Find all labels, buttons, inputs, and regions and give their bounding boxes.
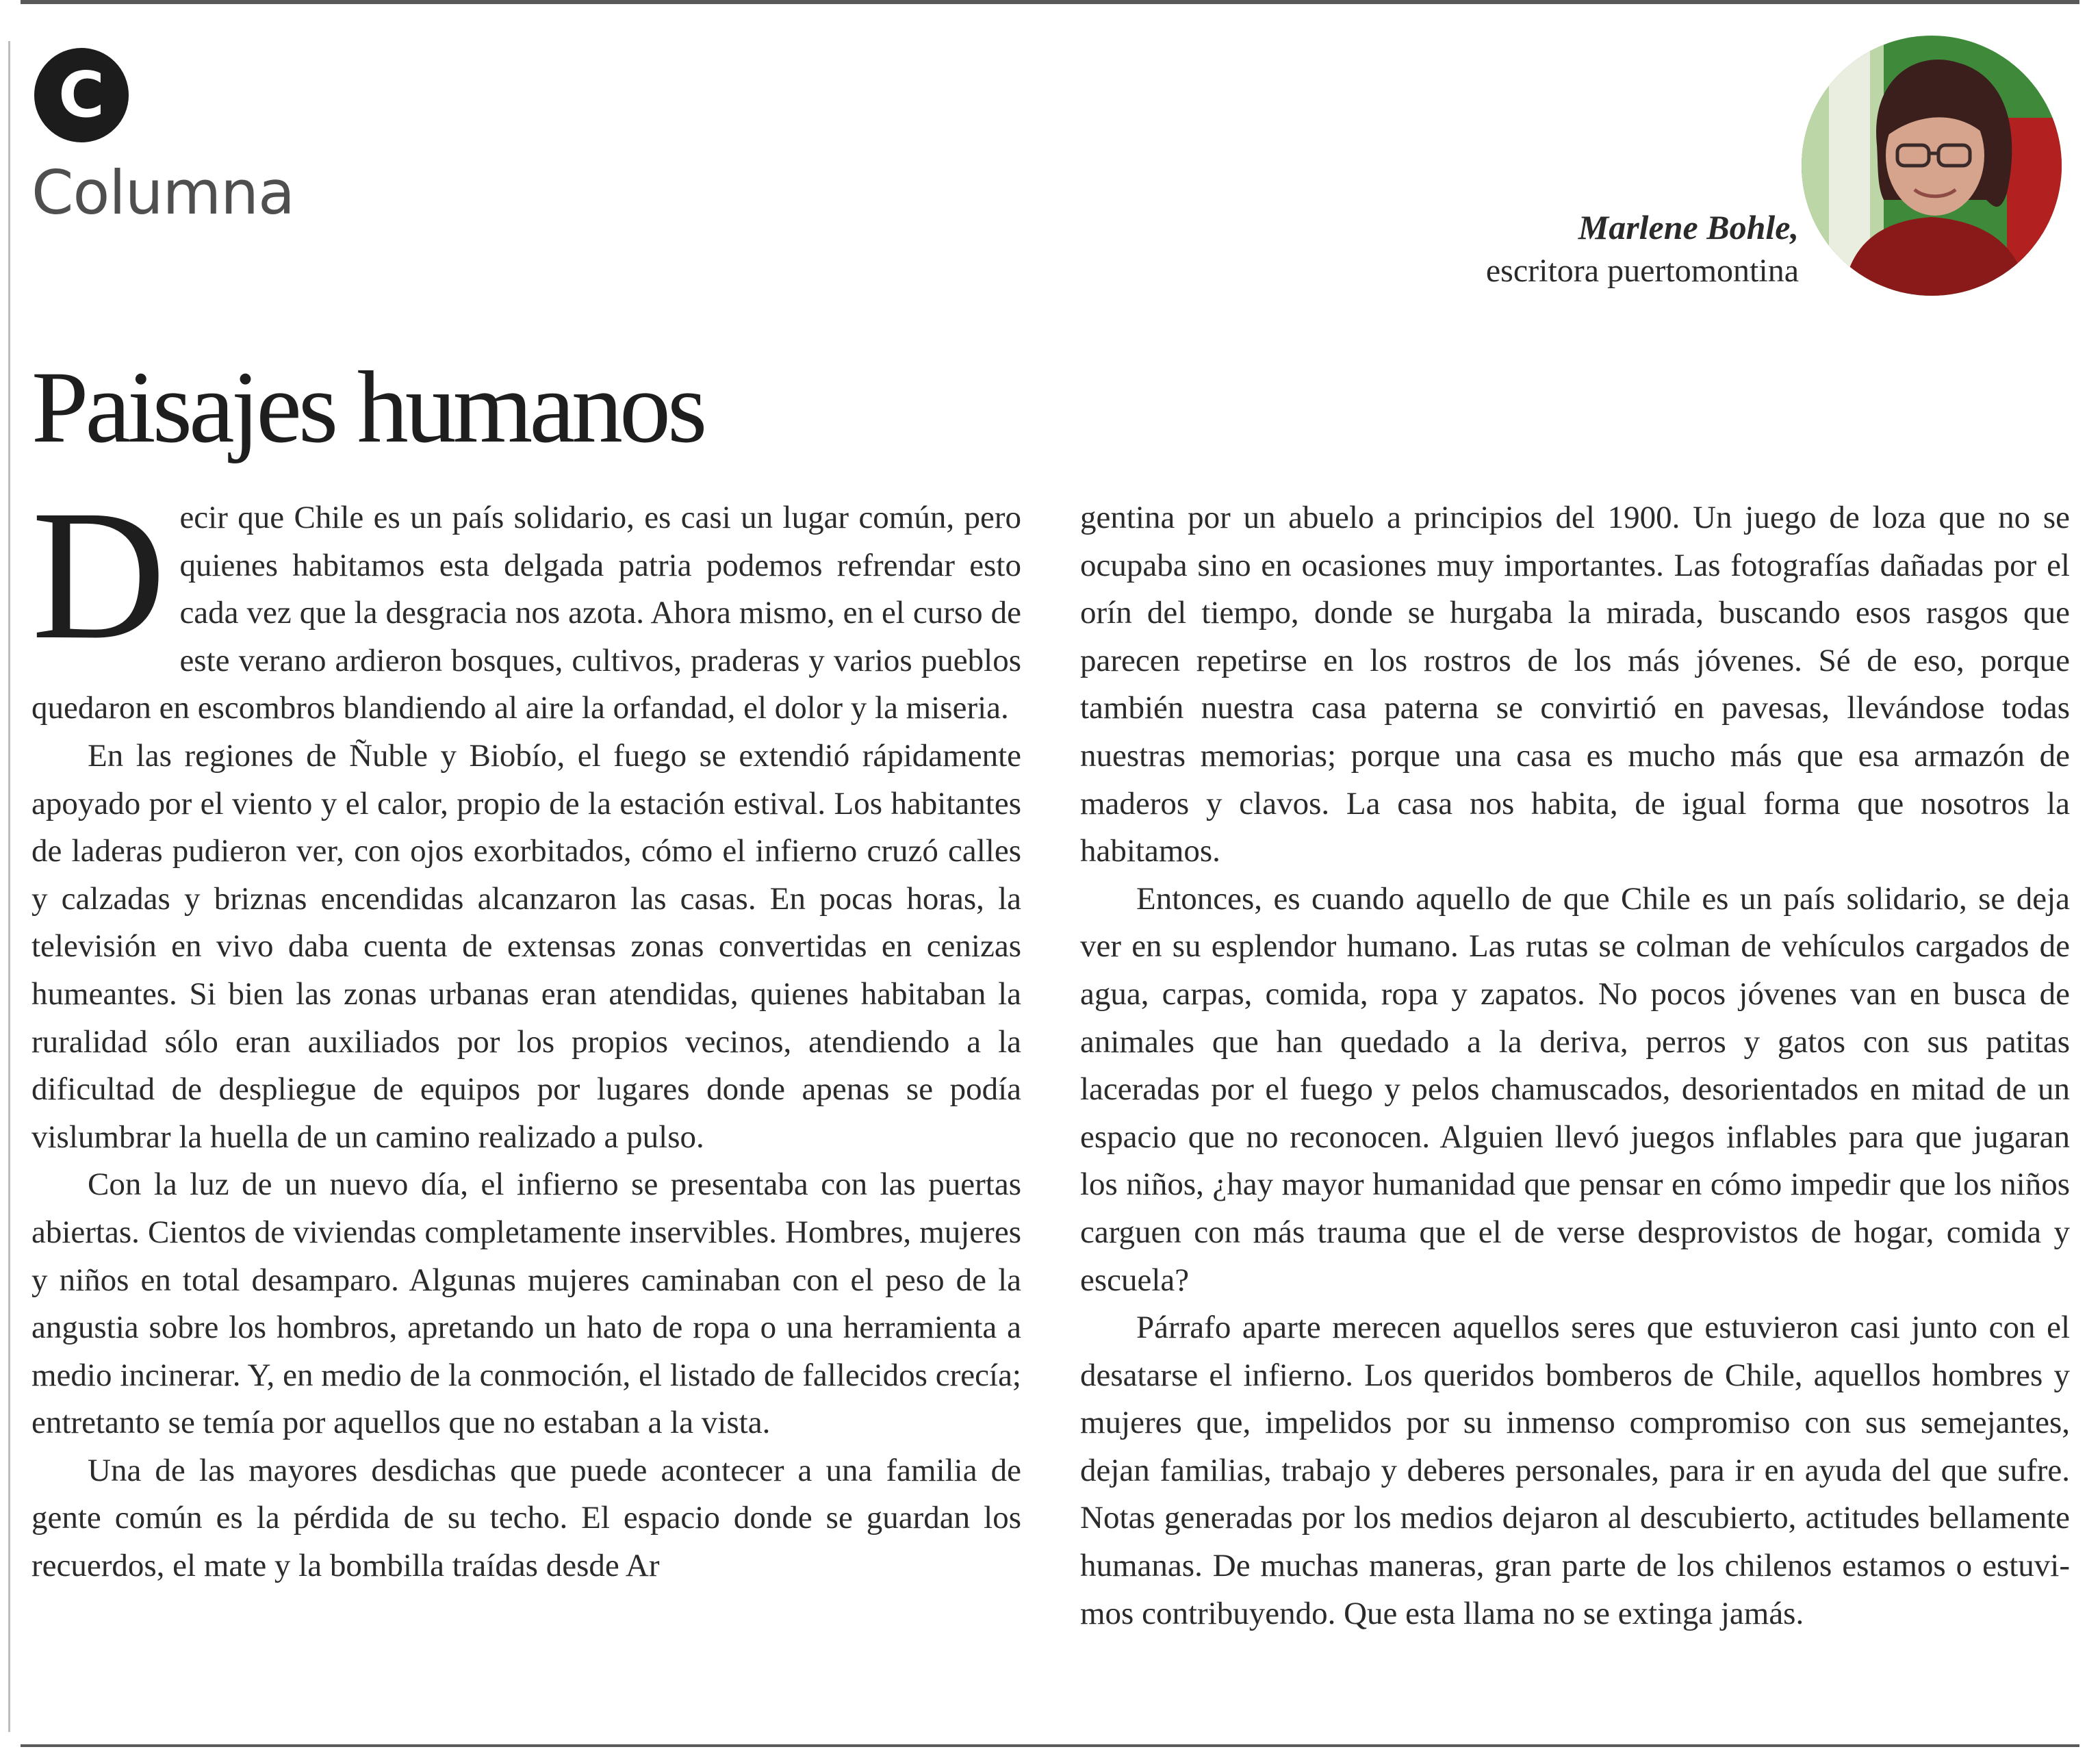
article-column-right <box>1080 494 2070 1638</box>
article-paragraph: Entonces, es cuando aquello de que Chile es un país solidario, se deja ver en su esplendor humano. Las rutas se colman de vehículos cargados de agua, carpas, comida, ropa y zapatos. No pocos jóvenes van en busca de animales que han quedado a la deriva, perros y gatos con sus patitas laceradas por el fuego y pelos chamuscados, desorientados en mitad de un espacio que no reconocen. Alguien llevó juegos inflables para que jugaran los niños, ¿hay mayor humanidad que pensar en cómo impedir que los niños carguen con más trauma que el de verse desprovistos de hogar, comida y escuela? <box>1080 880 2070 1298</box>
article-column-left <box>31 472 1021 1590</box>
article-paragraph: En las regiones de Ñuble y Biobío, el fuego se extendió rápidamente apoyado por el viento y el calor, propio de la estación estival. Los habitantes de laderas pudieron ver, con ojos exorbitados, cómo el infierno cruzó calles y calzadas y briznas encendidas alcanzaron las casas. En pocas horas, la televisión en vivo daba cuenta de extensas zonas convertidas en cenizas humeantes. Si bien las zonas urbanas eran atendidas, quienes habitaban la ruralidad sólo eran auxiliados por los propios vecinos, atendiendo a la dificultad de despliegue de equipos por lugares donde apenas se podía vislumbrar la huella de un camino realizado a pulso. <box>31 737 1021 1155</box>
article-paragraph-continued: gentina por un abuelo a principios del 1900. Un juego de loza que no se ocupaba sino en ocasiones muy importantes. Las fotografías dañadas por el orín del tiempo, donde se hurgaba la mirada, buscando esos rasgos que parecen repetirse en los rostros de los más jóvenes. Sé de eso, porque también nuestra casa paterna se convirtió en pavesas, llevándose todas nuestras memorias; porque una casa es mucho más que esa armazón de maderos y clavos. La casa nos habita, de igual forma que nosotros la habitamos. <box>1080 500 2070 869</box>
author-byline <box>1486 205 1799 292</box>
author-portrait <box>1802 36 2062 296</box>
bottom-rule <box>21 1744 2079 1747</box>
article-paragraph: Con la luz de un nuevo día, el infierno se presentaba con las puertas abiertas. Cientos de viviendas completamente inservibles. Hombres, mujeres y niños en total desamparo. Algunas mujeres caminaban con el peso de la angustia sobre los hombros, apretando un hato de ropa o una herramienta a medio incinerar. Y, en medio de la conmoción, el listado de fallecidos crecía; entretanto se temía por aquellos que no estaban a la vista. <box>31 1167 1021 1441</box>
section-letter: C <box>58 58 105 131</box>
column-badge-icon <box>34 48 129 142</box>
author-name: Marlene Bohle, <box>1578 208 1799 246</box>
top-rule <box>21 0 2079 4</box>
page-edge <box>8 41 10 1732</box>
drop-cap: D <box>31 472 166 678</box>
article-paragraph-first <box>31 472 1021 732</box>
section-label: Columna <box>31 157 294 228</box>
article-paragraph: Párrafo aparte merecen aquellos seres que estuvieron casi junto con el desatarse el infierno. Los queridos bomberos de Chile, aquellos hombres y mujeres que, impelidos por su inmenso compromiso con sus semejantes, dejan familias, trabajo y deberes personales, para ir en ayuda del que sufre. Notas generadas por los medios dejaron al descubierto, actitudes bellamente humanas. De muchas maneras, gran parte de los chilenos estamos o estuvimos contribuyendo. Que esta llama no se extinga jamás. <box>1080 1310 2070 1631</box>
article-paragraph: Una de las mayores desdichas que puede acontecer a una familia de gente común es la pérdida de su techo. El espacio donde se guardan los recuerdos, el mate y la bombilla traídas desde Ar <box>31 1452 1021 1584</box>
article-headline: Paisajes humanos <box>31 351 704 464</box>
first-paragraph-text: ecir que Chile es un país solidario, es casi un lugar común, pero quienes habitamos esta delgada patria podemos refrendar esto cada vez que la desgracia nos azota. Ahora mismo, en el curso de este verano ardieron bosques, cultivos, praderas y varios pueblos quedaron en escombros blandiendo al aire la orfandad, el dolor y la miseria. <box>31 500 1021 726</box>
author-role: escritora puertomontina <box>1485 253 1799 289</box>
